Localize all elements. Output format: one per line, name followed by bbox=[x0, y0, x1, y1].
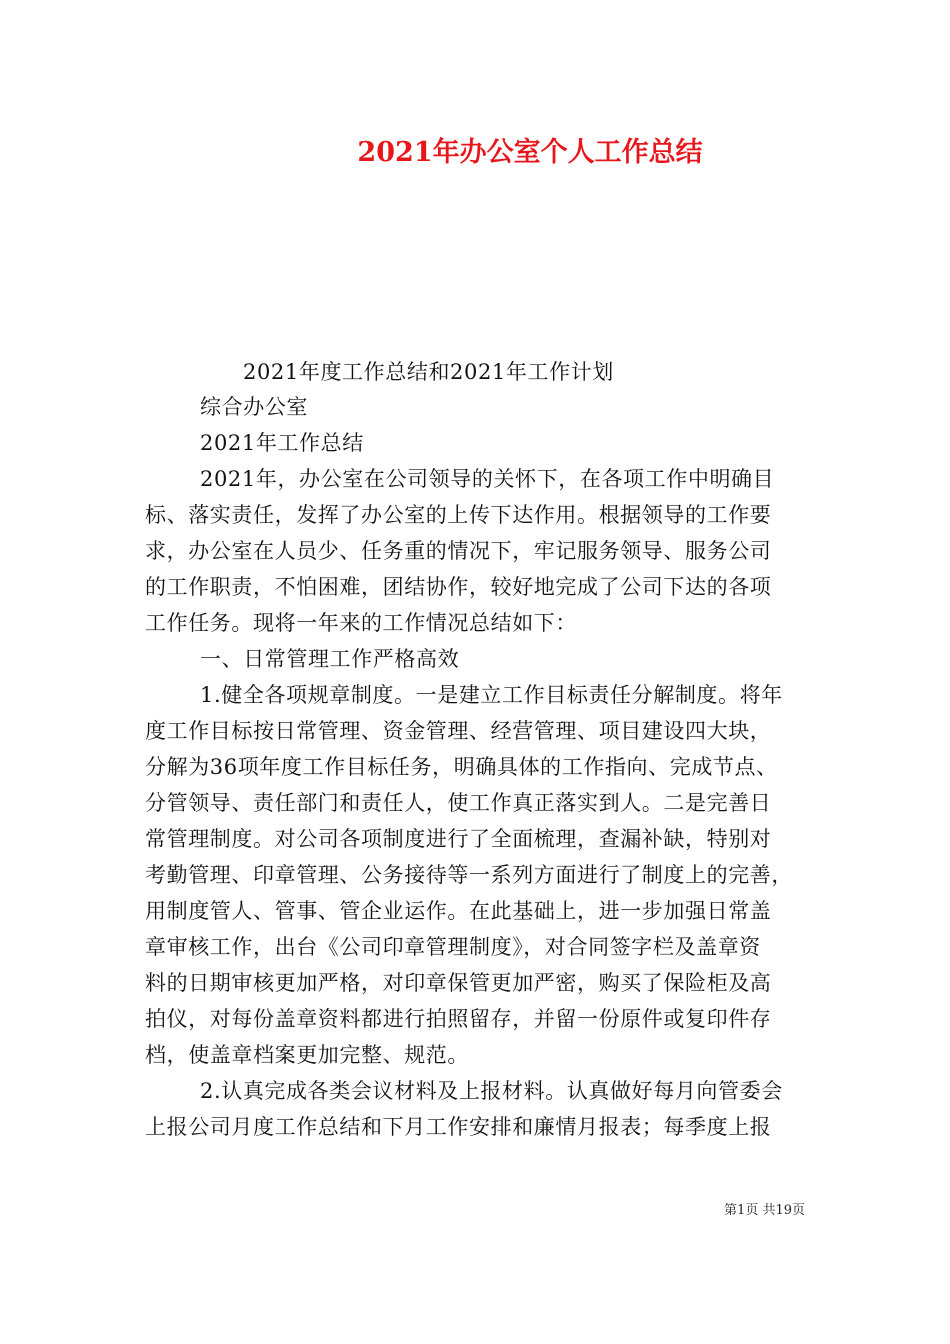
body-line: 料的日期审核更加严格，对印章保管更加严密，购买了保险柜及高 bbox=[145, 971, 772, 995]
body-line: 工作任务。现将一年来的工作情况总结如下： bbox=[145, 611, 577, 635]
document-title: 2021年办公室个人工作总结 bbox=[357, 137, 703, 168]
body-line: 分管领导、责任部门和责任人，使工作真正落实到人。二是完善日 bbox=[145, 791, 772, 815]
body-line: 标、落实责任，发挥了办公室的上传下达作用。根据领导的工作要 bbox=[145, 503, 772, 527]
body-line: 拍仪，对每份盖章资料都进行拍照留存，并留一份原件或复印件存 bbox=[145, 1007, 772, 1031]
body-line: 的工作职责，不怕困难，团结协作，较好地完成了公司下达的各项 bbox=[145, 575, 772, 599]
body-line: 上报公司月度工作总结和下月工作安排和廉情月报表；每季度上报 bbox=[145, 1115, 772, 1139]
body-line: 2021年，办公室在公司领导的关怀下，在各项工作中明确目 bbox=[200, 467, 775, 491]
body-line: 常管理制度。对公司各项制度进行了全面梳理，查漏补缺，特别对 bbox=[145, 827, 772, 851]
body-line: 章审核工作，出台《公司印章管理制度》，对合同签字栏及盖章资 bbox=[145, 935, 761, 959]
department-name: 综合办公室 bbox=[200, 395, 308, 419]
body-line: 1.健全各项规章制度。一是建立工作目标责任分解制度。将年 bbox=[200, 683, 783, 707]
page-indicator: 第1页 共19页 bbox=[724, 1203, 805, 1218]
body-line: 档，使盖章档案更加完整、规范。 bbox=[145, 1043, 469, 1067]
section-title: 2021年工作总结 bbox=[200, 431, 364, 455]
body-line: 求，办公室在人员少、任务重的情况下，牢记服务领导、服务公司 bbox=[145, 539, 772, 563]
body-line: 2.认真完成各类会议材料及上报材料。认真做好每月向管委会 bbox=[200, 1079, 783, 1103]
subsection-heading: 一、日常管理工作严格高效 bbox=[200, 647, 460, 671]
body-line: 度工作目标按日常管理、资金管理、经营管理、项目建设四大块， bbox=[145, 719, 772, 743]
body-line: 分解为36项年度工作目标任务，明确具体的工作指向、完成节点、 bbox=[145, 755, 778, 779]
document-heading: 2021年度工作总结和2021年工作计划 bbox=[243, 360, 614, 384]
body-line: 考勤管理、印章管理、公务接待等一系列方面进行了制度上的完善， bbox=[145, 863, 793, 887]
body-line: 用制度管人、管事、管企业运作。在此基础上，进一步加强日常盖 bbox=[145, 899, 772, 923]
